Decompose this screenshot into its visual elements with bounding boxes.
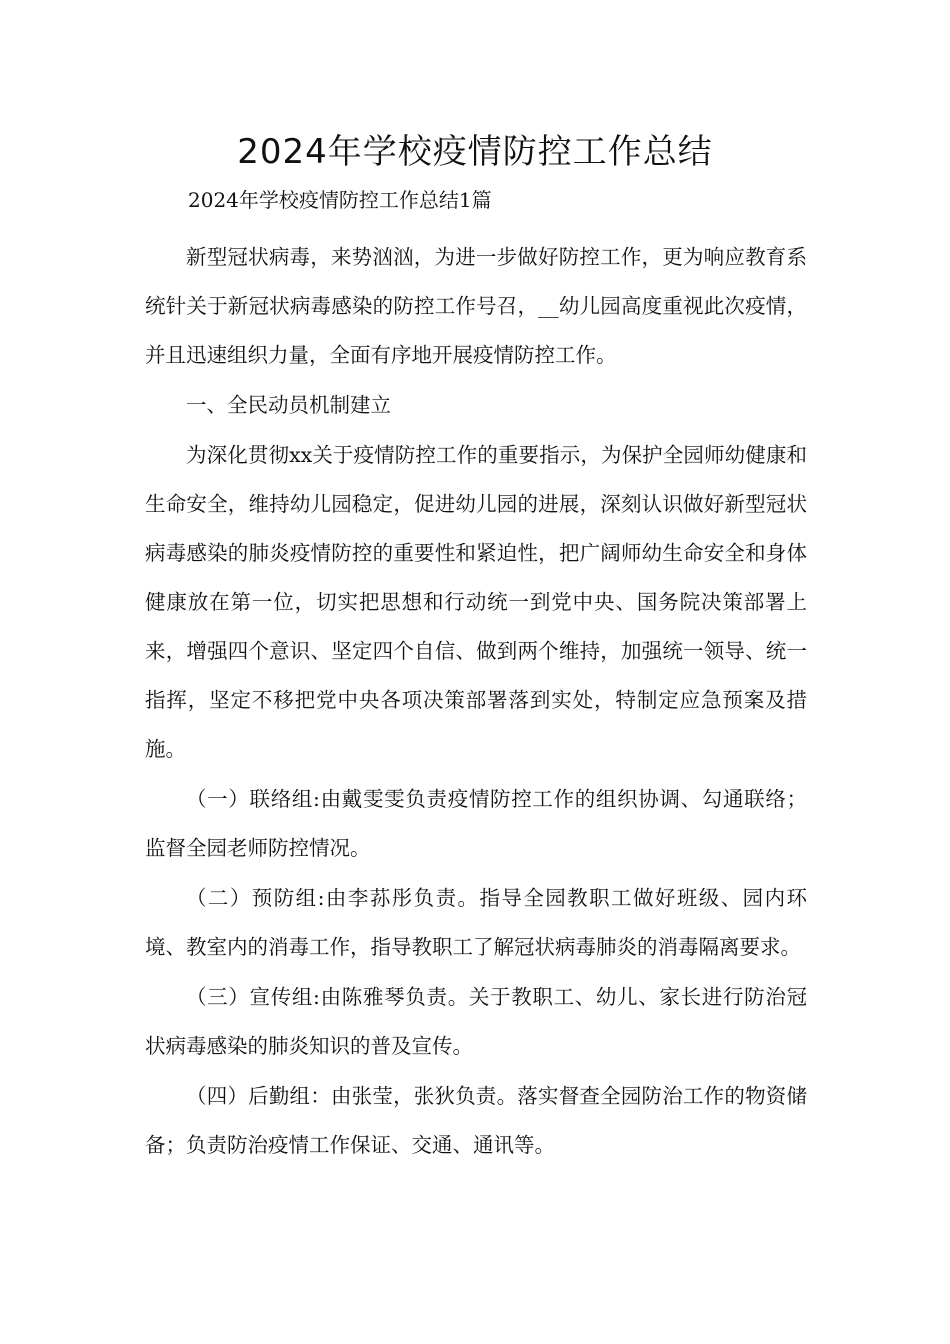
logistics-group-paragraph: （四）后勤组：由张莹，张狄负责。落实督查全园防治工作的物资储备；负责防治疫情工作保证、交通、通讯等。 xyxy=(145,1084,807,1157)
section-heading: 一、全民动员机制建立 xyxy=(186,393,391,417)
body-paragraph: 为深化贯彻xx关于疫情防控工作的重要指示，为保护全园师幼健康和生命安全，维持幼儿园稳定，促进幼儿园的进展，深刻认识做好新型冠状病毒感染的肺炎疫情防控的重要性和紧迫性，把广阔师幼生命安全和身体健康放在第一位，切实把思想和行动统一到党中央、国务院决策部署上来，增强四个意识、坚定四个自信、做到两个维持，加强统一领导、统一指挥，坚定不移把党中央各项决策部署落到实处，特制定应急预案及措施。 xyxy=(145,443,807,761)
intro-paragraph: 新型冠状病毒，来势汹汹，为进一步做好防控工作，更为响应教育系统针关于新冠状病毒感染的防控工作号召，__幼儿园高度重视此次疫情，并且迅速组织力量，全面有序地开展疫情防控工作。 xyxy=(145,245,807,367)
document-subtitle: 2024年学校疫情防控工作总结1篇 xyxy=(188,188,492,212)
prevention-group-paragraph: （二）预防组:由李荪彤负责。指导全园教职工做好班级、园内环境、教室内的消毒工作，指导教职工了解冠状病毒肺炎的消毒隔离要求。 xyxy=(145,886,807,959)
document-title: 2024年学校疫情防控工作总结 xyxy=(237,132,713,172)
publicity-group-paragraph: （三）宣传组:由陈雅琴负责。关于教职工、幼儿、家长进行防治冠状病毒感染的肺炎知识的普及宣传。 xyxy=(145,985,807,1058)
document-body xyxy=(145,233,807,1171)
liaison-group-paragraph: （一）联络组:由戴雯雯负责疫情防控工作的组织协调、勾通联络；监督全园老师防控情况。 xyxy=(145,787,807,860)
